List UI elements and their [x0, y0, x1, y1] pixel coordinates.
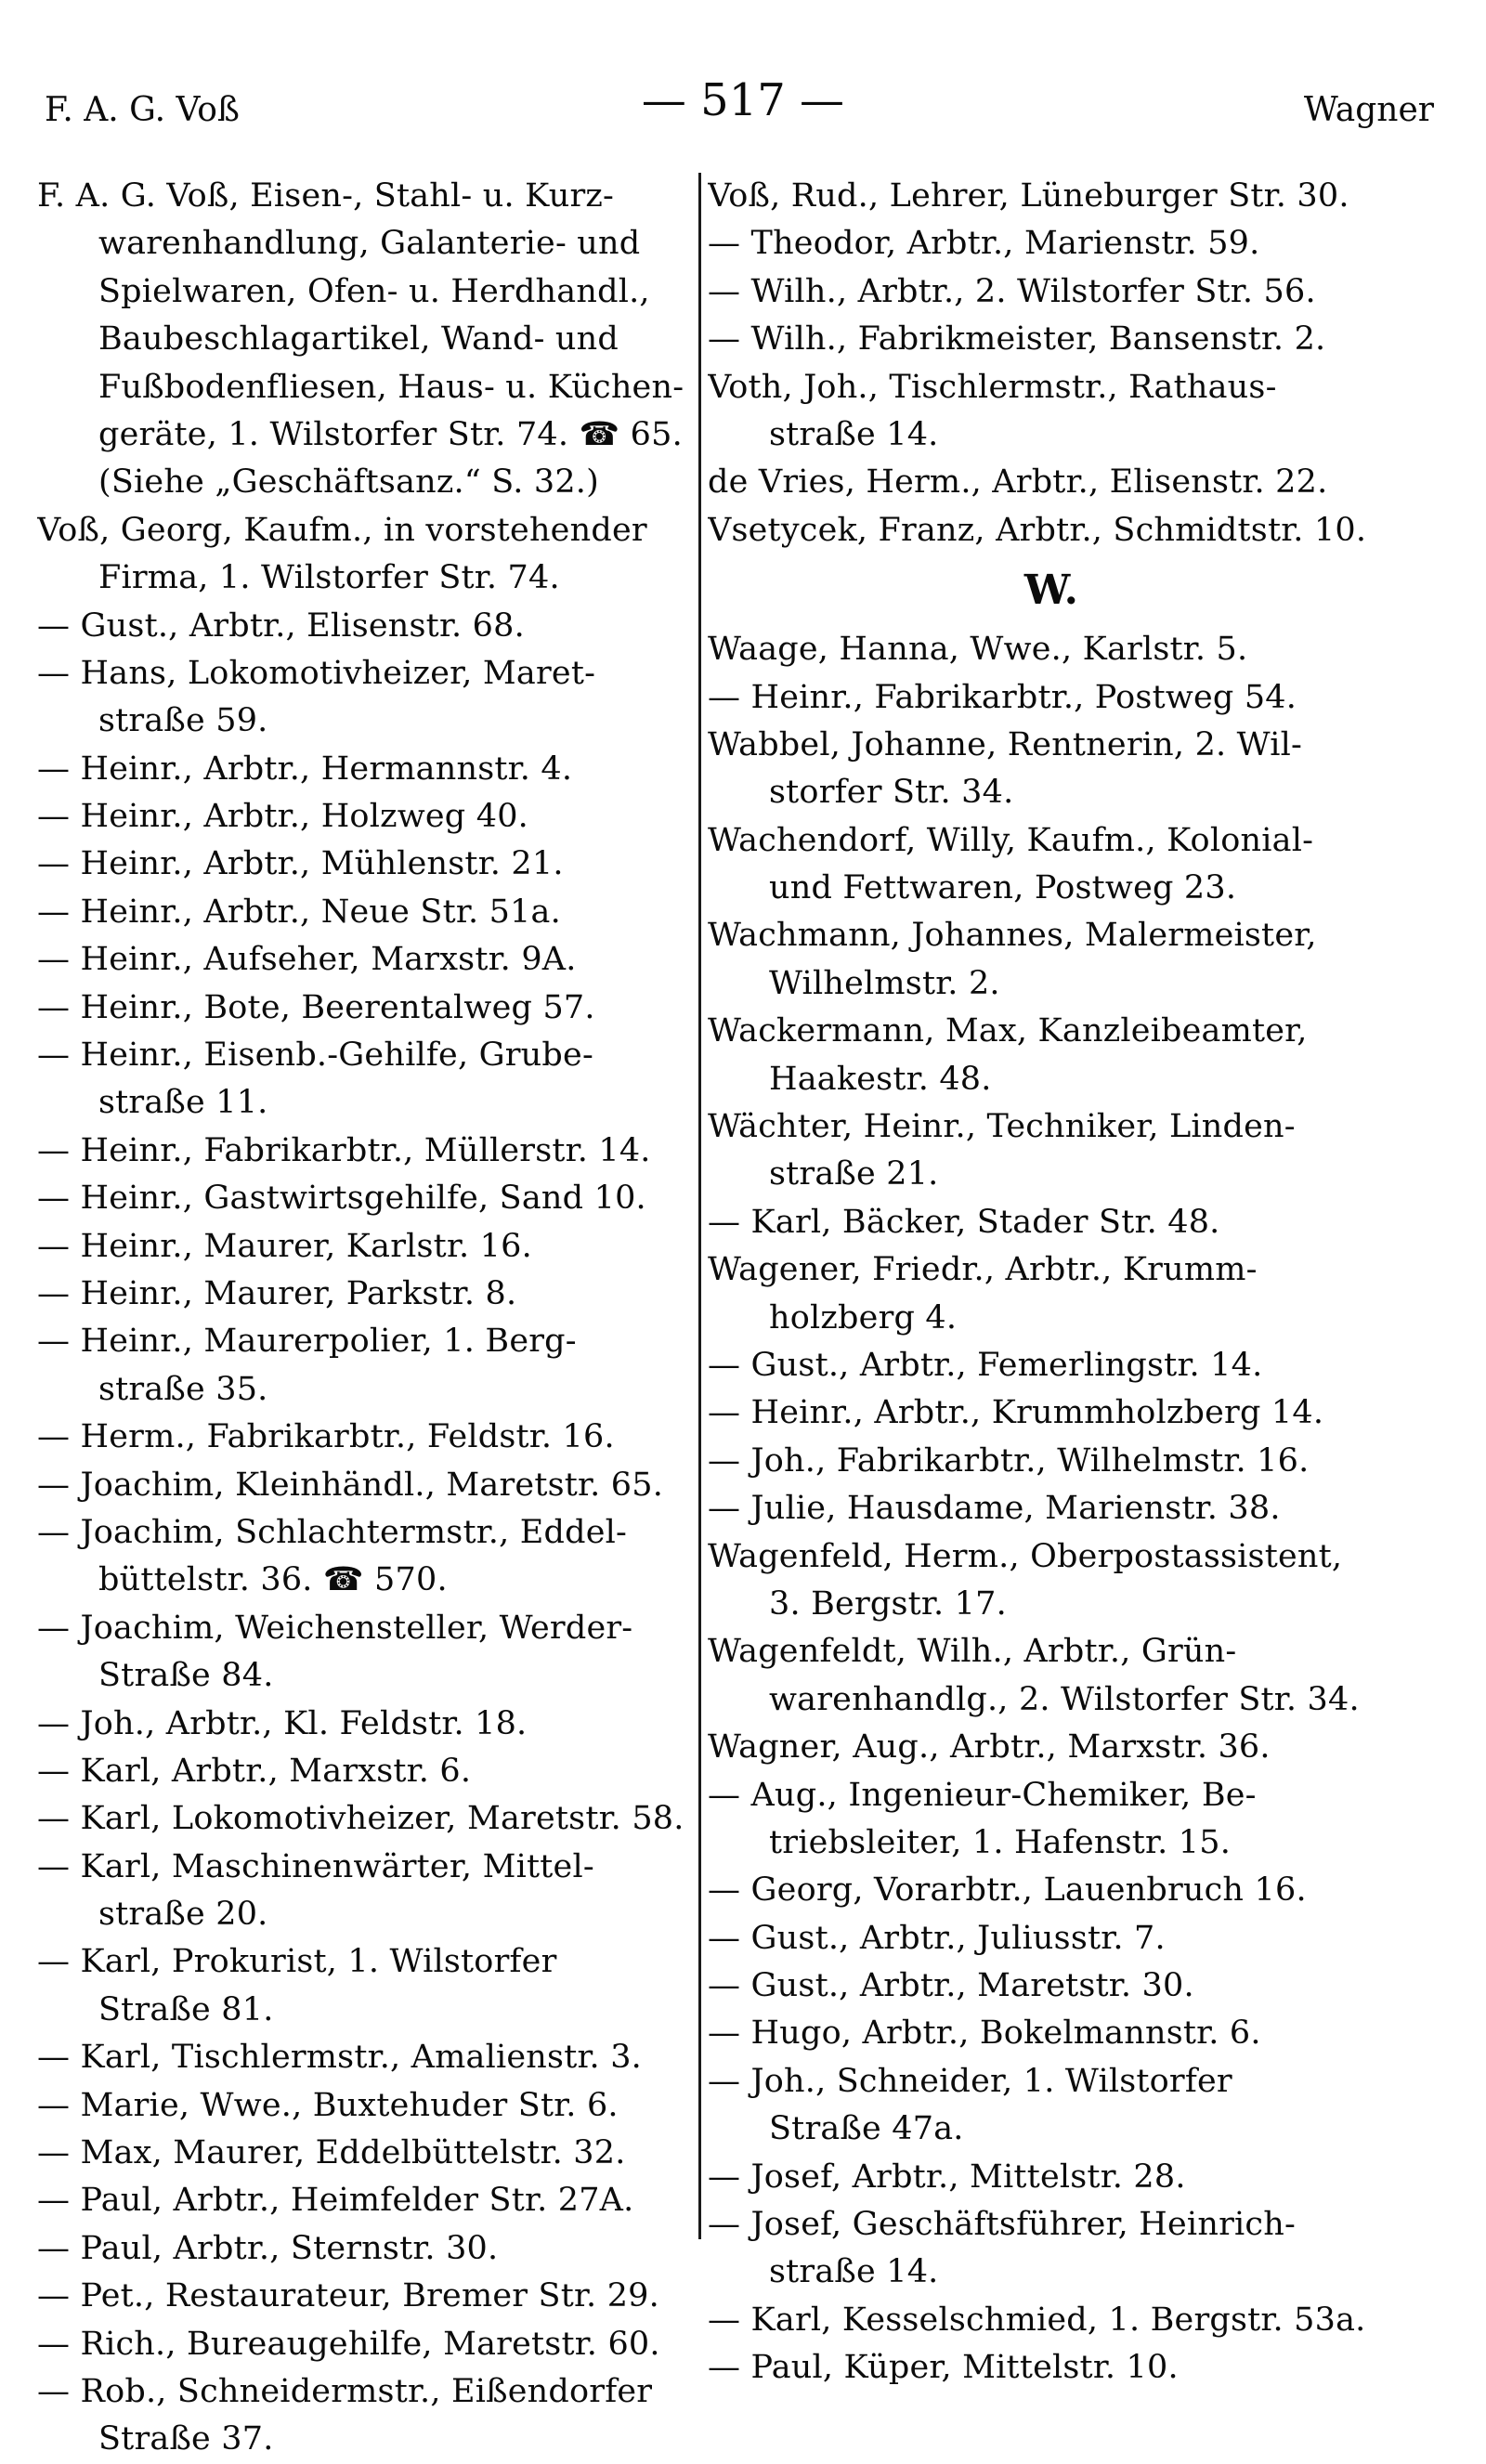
directory-entry-line: 3. Bergstr. 17. [769, 1584, 1007, 1623]
directory-entry-line: — Gust., Arbtr., Maretstr. 30. [708, 1967, 1194, 2005]
directory-entry-line: Haakestr. 48. [769, 1060, 992, 1098]
directory-entry-line: Straße 47a. [769, 2110, 964, 2148]
directory-entry-line: — Marie, Wwe., Buxtehuder Str. 6. [37, 2086, 619, 2124]
directory-entry-line: Wagner, Aug., Arbtr., Marxstr. 36. [708, 1728, 1271, 1767]
directory-entry-line: — Heinr., Aufseher, Marxstr. 9A. [37, 941, 577, 979]
directory-entry-line: straße 35. [98, 1370, 268, 1408]
directory-entry-line: geräte, 1. Wilstorfer Str. 74. ☎ 65. [98, 415, 683, 453]
directory-entry-line: — Gust., Arbtr., Elisenstr. 68. [37, 606, 525, 645]
directory-entry-line: — Heinr., Fabrikarbtr., Müllerstr. 14. [37, 1131, 651, 1169]
directory-entry-line: — Josef, Geschäftsführer, Heinrich- [708, 2206, 1296, 2244]
directory-entry-line: — Heinr., Maurer, Parkstr. 8. [37, 1274, 517, 1312]
right-column [708, 173, 1395, 2402]
directory-entry-line: — Theodor, Arbtr., Marienstr. 59. [708, 225, 1260, 263]
directory-entry-line: Wagener, Friedr., Arbtr., Krumm- [708, 1251, 1258, 1289]
directory-entry-line: Wackermann, Max, Kanzleibeamter, [708, 1012, 1308, 1050]
directory-entry-line: Firma, 1. Wilstorfer Str. 74. [98, 559, 560, 597]
directory-entry-line: — Heinr., Fabrikarbtr., Postweg 54. [708, 678, 1297, 716]
directory-entry-line: Voth, Joh., Tischlermstr., Rathaus- [708, 368, 1277, 406]
directory-entry-line: straße 14. [769, 2253, 939, 2291]
directory-entry-line: — Rich., Bureaugehilfe, Maretstr. 60. [37, 2325, 660, 2363]
directory-entry-line: — Gust., Arbtr., Femerlingstr. 14. [708, 1346, 1263, 1384]
directory-entry-line: — Paul, Küper, Mittelstr. 10. [708, 2349, 1179, 2387]
directory-entry-line: — Heinr., Arbtr., Holzweg 40. [37, 798, 528, 836]
directory-entry-line: Wächter, Heinr., Techniker, Linden- [708, 1108, 1296, 1146]
directory-entry-line: — Gust., Arbtr., Juliusstr. 7. [708, 1919, 1166, 1957]
directory-entry-line: — Aug., Ingenieur-Chemiker, Be- [708, 1776, 1257, 1814]
directory-entry-line: Vsetycek, Franz, Arbtr., Schmidtstr. 10. [708, 511, 1367, 549]
directory-entry-line: — Josef, Arbtr., Mittelstr. 28. [708, 2158, 1186, 2196]
header-right-catchword: Wagner [1303, 91, 1434, 129]
directory-entry-line: holzberg 4. [769, 1298, 958, 1336]
directory-entry-line: — Joachim, Weichensteller, Werder- [37, 1609, 633, 1647]
directory-entry-line: Baubeschlagartikel, Wand- und [98, 320, 619, 359]
directory-entry-line: Wilhelmstr. 2. [769, 964, 1000, 1002]
directory-entry-line: warenhandlg., 2. Wilstorfer Str. 34. [769, 1680, 1360, 1718]
directory-entry-line: F. A. G. Voß, Eisen-, Stahl- u. Kurz- [37, 177, 615, 215]
directory-entry-line: Wachendorf, Willy, Kaufm., Kolonial- [708, 821, 1314, 859]
page-number: — 517 — [641, 74, 845, 126]
directory-entry-line: straße 59. [98, 702, 268, 740]
directory-entry-line: straße 11. [98, 1084, 268, 1122]
directory-entry-line: — Joh., Arbtr., Kl. Feldstr. 18. [37, 1704, 528, 1742]
directory-entry-line: — Paul, Arbtr., Sternstr. 30. [37, 2229, 499, 2267]
header-left-catchword: F. A. G. Voß [45, 91, 240, 129]
directory-entry-line: — Heinr., Eisenb.-Gehilfe, Grube- [37, 1036, 593, 1075]
directory-entry-line: — Rob., Schneidermstr., Eißendorfer [37, 2372, 653, 2410]
directory-entry-line: Voß, Rud., Lehrer, Lüneburger Str. 30. [708, 177, 1349, 215]
directory-entry-line: — Heinr., Bote, Beerentalweg 57. [37, 988, 595, 1026]
directory-entry-line: Waage, Hanna, Wwe., Karlstr. 5. [708, 631, 1248, 669]
directory-entry-line: — Karl, Prokurist, 1. Wilstorfer [37, 1943, 557, 1981]
directory-entry-line: — Joh., Fabrikarbtr., Wilhelmstr. 16. [708, 1441, 1310, 1480]
directory-entry-line: — Wilh., Arbtr., 2. Wilstorfer Str. 56. [708, 272, 1316, 310]
left-column [37, 173, 697, 2458]
directory-entry-line: — Hans, Lokomotivheizer, Maret- [37, 654, 596, 692]
directory-entry-line: büttelstr. 36. ☎ 570. [98, 1561, 448, 1599]
directory-entry-line: triebsleiter, 1. Hafenstr. 15. [769, 1823, 1232, 1861]
directory-entry-line: — Heinr., Maurer, Karlstr. 16. [37, 1227, 532, 1265]
directory-entry-line: — Joh., Schneider, 1. Wilstorfer [708, 2062, 1232, 2100]
directory-entry-line: — Julie, Hausdame, Marienstr. 38. [708, 1490, 1281, 1528]
directory-entry-line: straße 14. [769, 415, 939, 453]
directory-entry-line: — Heinr., Arbtr., Mühlenstr. 21. [37, 845, 564, 883]
directory-entry-line: — Karl, Bäcker, Stader Str. 48. [708, 1203, 1220, 1241]
directory-entry-line: — Herm., Fabrikarbtr., Feldstr. 16. [37, 1418, 615, 1456]
directory-entry-line: — Heinr., Arbtr., Krummholzberg 14. [708, 1394, 1324, 1432]
directory-entry-line: Straße 84. [98, 1657, 274, 1695]
directory-entry-line: Spielwaren, Ofen- u. Herdhandl., [98, 272, 650, 310]
directory-entry-line: de Vries, Herm., Arbtr., Elisenstr. 22. [708, 463, 1328, 502]
directory-entry-line: — Georg, Vorarbtr., Lauenbruch 16. [708, 1871, 1307, 1910]
directory-entry-line: — Hugo, Arbtr., Bokelmannstr. 6. [708, 2014, 1261, 2053]
directory-entry-line: storfer Str. 34. [769, 774, 1014, 812]
column-divider [698, 173, 701, 2239]
directory-entry-line: Wabbel, Johanne, Rentnerin, 2. Wil- [708, 725, 1303, 763]
directory-entry-line: — Joachim, Kleinhändl., Maretstr. 65. [37, 1466, 664, 1504]
directory-entry-line: — Karl, Arbtr., Marxstr. 6. [37, 1752, 472, 1790]
directory-entry-line: Wachmann, Johannes, Malermeister, [708, 917, 1317, 955]
directory-entry-line: — Karl, Kesselschmied, 1. Bergstr. 53a. [708, 2301, 1366, 2339]
directory-entry-line: — Joachim, Schlachtermstr., Eddel- [37, 1513, 628, 1551]
directory-entry-line: — Heinr., Arbtr., Neue Str. 51a. [37, 893, 561, 931]
directory-entry-line: — Wilh., Fabrikmeister, Bansenstr. 2. [708, 320, 1326, 359]
directory-entry-line: und Fettwaren, Postweg 23. [769, 869, 1237, 907]
directory-entry-line: warenhandlung, Galanterie- und [98, 225, 641, 263]
directory-entry-line: — Paul, Arbtr., Heimfelder Str. 27A. [37, 2182, 634, 2220]
directory-entry-line: (Siehe „Geschäftsanz.“ S. 32.) [98, 463, 599, 502]
directory-entry-line: Wagenfeld, Herm., Oberpostassistent, [708, 1537, 1343, 1575]
directory-entry-line: Straße 81. [98, 1990, 274, 2028]
directory-entry-line: Wagenfeldt, Wilh., Arbtr., Grün- [708, 1633, 1237, 1671]
directory-entry-line: — Heinr., Maurerpolier, 1. Berg- [37, 1323, 577, 1361]
directory-entry-line: Fußbodenfliesen, Haus- u. Küchen- [98, 368, 684, 406]
directory-entry-line: — Karl, Lokomotivheizer, Maretstr. 58. [37, 1800, 684, 1838]
directory-entry-line: — Heinr., Gastwirtsgehilfe, Sand 10. [37, 1180, 646, 1218]
directory-entry-line: straße 20. [98, 1896, 268, 1934]
directory-entry-line: — Karl, Maschinenwärter, Mittel- [37, 1847, 594, 1885]
directory-entry-line: Straße 37. [98, 2420, 274, 2458]
directory-entry-line: Voß, Georg, Kaufm., in vorstehender [37, 511, 647, 549]
section-letter-heading: W. [1023, 567, 1079, 615]
directory-entry-line: — Karl, Tischlermstr., Amalienstr. 3. [37, 2039, 643, 2077]
directory-entry-line: — Max, Maurer, Eddelbüttelstr. 32. [37, 2134, 626, 2172]
directory-entry-line: — Pet., Restaurateur, Bremer Str. 29. [37, 2277, 659, 2315]
directory-entry-line: — Heinr., Arbtr., Hermannstr. 4. [37, 750, 573, 788]
page-header [0, 74, 1486, 149]
directory-entry-line: straße 21. [769, 1155, 939, 1193]
